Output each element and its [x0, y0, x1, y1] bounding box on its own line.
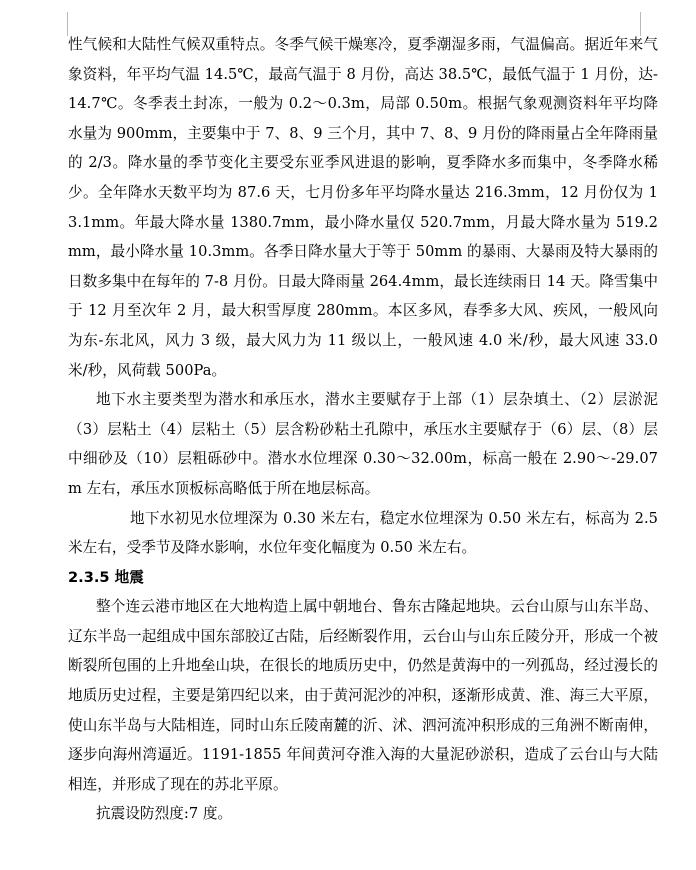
- seismic-intensity-paragraph: 抗震设防烈度:7 度。: [96, 805, 233, 823]
- groundwater-paragraph: 地下水主要类型为潜水和承压水，潜水主要赋存于上部（1）层杂填土、（2）层淤泥（3）层粘土（4）层粘土（5）层含粉砂粘土孔隙中，承压水主要赋存于（6）层、（8）层中细砂及（10）层粗砾砂中。潜水水位埋深 0.30～32.00m，标高一般在 2.90～-29.07m 左右，承压水顶板标高略低于所在地层标高。: [68, 391, 658, 497]
- water-level-paragraph: 地下水初见水位埋深为 0.30 米左右，稳定水位埋深为 0.50 米左右，标高为 2.5 米左右，受季节及降水影响，水位年变化幅度为 0.50 米左右。: [68, 509, 658, 557]
- climate-paragraph: 性气候和大陆性气候双重特点。冬季气候干燥寒冷，夏季潮湿多雨，气温偏高。据近年来气象资料，年平均气温 14.5℃，最高气温于 8 月份，高达 38.5℃，最低气温于 1 月份，达-14.7℃。冬季表土封冻，一般为 0.2～0.3m，局部 0.50m。根据气象观测资料年平均降水量为 900mm，主要集中于 7、8、9 三个月，其中 7、8、9 月份的降雨量占全年降雨量的 2/3。降水量的季节变化主要受东亚季风进退的影响，夏季降水多而集中，冬季降水稀少。全年降水天数平均为 87.6 天，七月份多年平均降水量达 216.3mm，12 月份仅为 13.1mm。年最大降水量 1380.7mm，最小降水量仅 520.7mm，月最大降水量为 519.2mm，最小降水量 10.3mm。各季日降水量大于等于 50mm 的暴雨、大暴雨及特大暴雨的日数多集中在每年的 7-8 月份。日最大降雨量 264.4mm，最长连续雨日 14 天。降雪集中于 12 月至次年 2 月，最大积雪厚度 280mm。本区多风，春季多大风、疾风，一般风向为东-东北风，风力 3 级，最大风力为 11 级以上，一般风速 4.0 米/秒，最大风速 33.0 米/秒，风荷载 500Pa。: [68, 36, 658, 379]
- document-body: [68, 30, 658, 829]
- geology-paragraph: 整个连云港市地区在大地构造上属中朝地台、鲁东古隆起地块。云台山原与山东半岛、辽东半岛一起组成中国东部胶辽古陆，后经断裂作用，云台山与山东丘陵分开，形成一个被断裂所包围的上升地垒山块，在很长的地质历史中，仍然是黄海中的一列孤岛，经过漫长的地质历史过程，主要是第四纪以来，由于黄河泥沙的冲积，逐渐形成黄、淮、海三大平原，使山东半岛与大陆相连，同时山东丘陵南麓的沂、沭、泗河流冲积形成的三角洲不断南伸，逐步向海州湾逼近。1191-1855 年间黄河夺淮入海的大量泥砂淤积，造成了云台山与大陆相连，并形成了现在的苏北平原。: [68, 598, 658, 793]
- section-heading-earthquake: 2.3.5 地震: [68, 568, 144, 586]
